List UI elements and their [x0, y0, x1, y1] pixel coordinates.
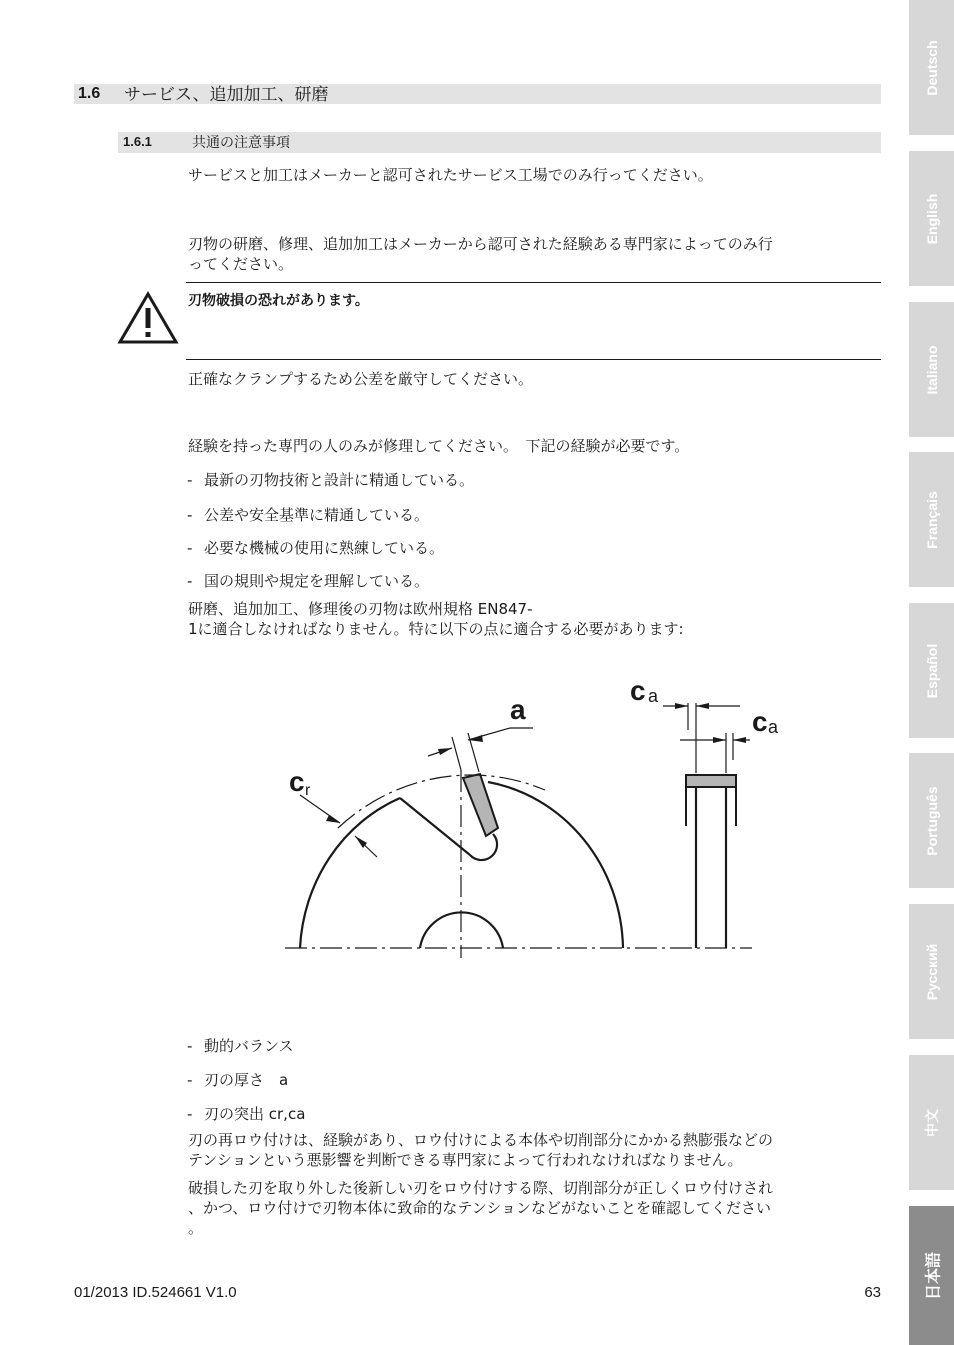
paragraph-en847: [188, 599, 880, 639]
tab-francais[interactable]: [909, 452, 954, 587]
tab-label: Français: [923, 490, 940, 549]
tab-label: 中文: [923, 1108, 940, 1137]
saw-blade-diagram: [280, 670, 780, 970]
tab-chinese[interactable]: [909, 1055, 954, 1190]
paragraph-line: 刃物の研磨、修理、追加加工はメーカーから認可された経験ある専門家によってのみ行: [188, 235, 773, 253]
bullet-dash: -: [187, 1037, 193, 1055]
warning-triangle-icon: [117, 291, 179, 345]
tab-deutsch[interactable]: [909, 0, 954, 135]
tab-espanol[interactable]: [909, 603, 954, 738]
list-item-text: 最新の刃物技術と設計に精通している。: [204, 471, 475, 489]
bullet-dash: -: [187, 539, 193, 557]
tab-label: 日本語: [923, 1251, 942, 1300]
paragraph-line: 1に適合しなければなりません。特に以下の点に適合する必要があります:: [188, 620, 684, 638]
tooth-gullet-line: [400, 798, 470, 855]
warning-bottom-rule: [186, 359, 881, 360]
page-number: 63: [864, 1284, 881, 1301]
footer-doc-id: 01/2013 ID.524661 V1.0: [74, 1284, 237, 1301]
list-item: [187, 538, 444, 558]
list-item-text: 公差や安全基準に精通している。: [204, 506, 430, 524]
paragraph-line: 破損した刃を取り外した後新しい刃をロウ付けする際、切削部分が正しくロウ付けされ: [188, 1179, 774, 1197]
tab-italiano[interactable]: [909, 302, 954, 437]
tab-label: English: [923, 193, 940, 244]
tab-english[interactable]: [909, 151, 954, 286]
tab-label: Deutsch: [923, 39, 940, 96]
list-item-text: 動的バランス: [204, 1037, 294, 1055]
list-item: [187, 1104, 305, 1124]
tab-label: Español: [923, 643, 940, 698]
list-item: [187, 1036, 294, 1056]
bullet-dash: -: [187, 506, 193, 524]
subsection-title: 共通の注意事項: [192, 135, 290, 151]
blade-outer-arc-left: [300, 798, 400, 948]
list-item: [187, 1070, 288, 1090]
subsection-number: 1.6.1: [123, 134, 152, 149]
paragraph-experts: 経験を持った専門の人のみが修理してください。 下記の経験が必要です。: [188, 437, 690, 455]
list-item-text: 必要な機械の使用に熟練している。: [204, 539, 445, 557]
paragraph-service: サービスと加工はメーカーと認可されたサービス工場でのみ行ってください。: [188, 166, 713, 184]
list-item: [187, 470, 474, 490]
bullet-dash: -: [187, 572, 193, 590]
label-cr-sub: r: [305, 782, 311, 799]
blade-outer-arc-right: [488, 782, 623, 948]
tip-circle-dashdot: [338, 775, 545, 828]
tab-label: Русский: [923, 943, 940, 1000]
paragraph-line: ってください。: [188, 255, 294, 273]
gullet-curve: [470, 834, 497, 860]
list-item: [187, 571, 429, 591]
tab-portugues[interactable]: [909, 753, 954, 888]
section-number: 1.6: [78, 85, 101, 102]
label-ca-top-c: c: [630, 675, 646, 706]
bullet-dash: -: [187, 1071, 193, 1089]
label-a: a: [510, 694, 526, 725]
paragraph-new-tooth: [188, 1178, 880, 1238]
label-ca-top-sub: a: [648, 686, 659, 706]
tab-label: Português: [923, 785, 940, 856]
paragraph-line: 、かつ、ロウ付けで刃物本体に致命的なテンションなどがないことを確認してください: [188, 1199, 771, 1217]
list-item: [187, 505, 429, 525]
label-ca-right-sub: a: [768, 717, 779, 737]
tab-japanese[interactable]: [909, 1206, 954, 1345]
paragraph-rebrazing: [188, 1130, 880, 1170]
paragraph-sharpening: [188, 234, 880, 274]
side-view-tip: [686, 775, 736, 787]
warning-text: 刃物破損の恐れがあります。: [188, 293, 369, 309]
list-item-text: 国の規則や規定を理解している。: [204, 572, 430, 590]
warning-top-rule: [186, 282, 881, 283]
label-ca-right-c: c: [752, 706, 768, 737]
tab-russian[interactable]: [909, 904, 954, 1039]
list-item-text: 刃の厚さ a: [204, 1071, 289, 1089]
bullet-dash: -: [187, 471, 193, 489]
section-title: サービス、追加加工、研磨: [124, 85, 329, 105]
paragraph-line: 。: [188, 1219, 204, 1237]
bullet-dash: -: [187, 1105, 193, 1123]
paragraph-line: 刃の再ロウ付けは、経験があり、ロウ付けによる本体や切削部分にかかる熱膨張などの: [188, 1131, 774, 1149]
paragraph-tolerance: 正確なクランプするため公差を厳守してください。: [188, 370, 534, 388]
list-item-text: 刃の突出 cr,ca: [204, 1105, 306, 1123]
label-cr-c: c: [289, 766, 305, 797]
tab-label: Italiano: [923, 344, 940, 395]
paragraph-line: 研磨、追加加工、修理後の刃物は欧州規格 EN847-: [188, 600, 533, 618]
paragraph-line: テンションという悪影響を判断できる専門家によって行われなければなりません。: [188, 1151, 743, 1169]
